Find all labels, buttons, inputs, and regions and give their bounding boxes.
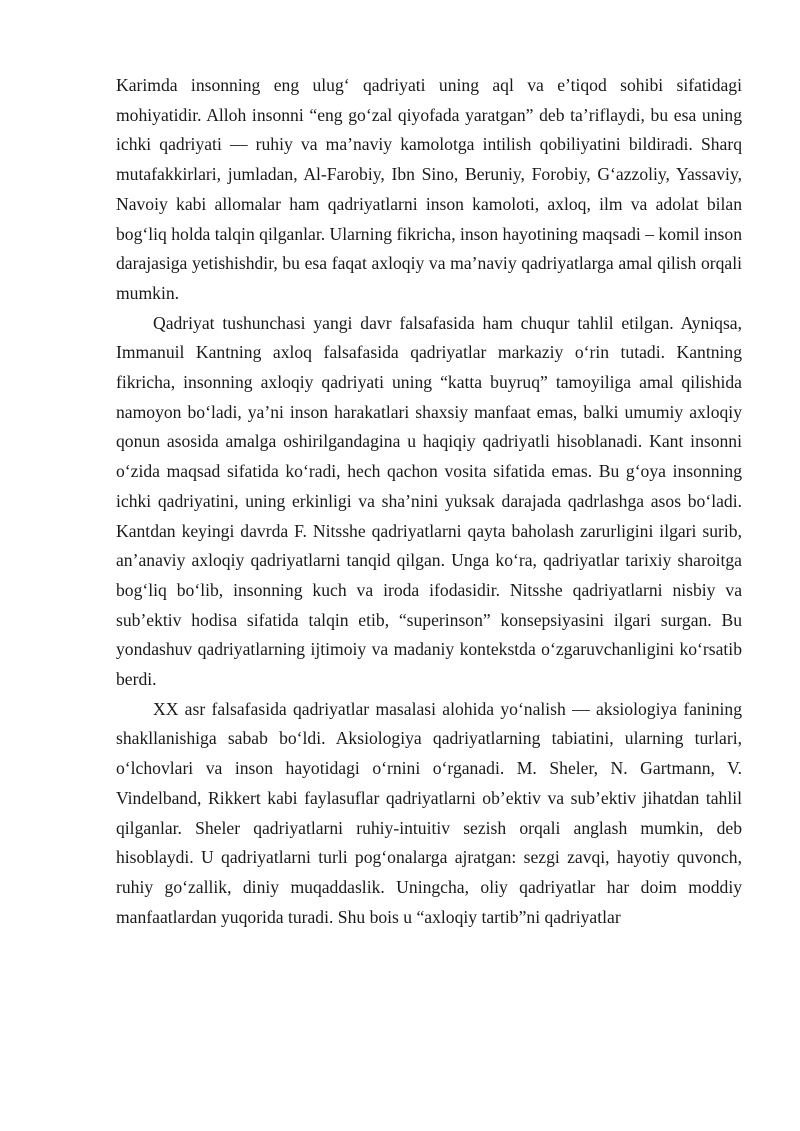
paragraph-3: XX asr falsafasida qadriyatlar masalasi alohida yo‘nalish — aksiologiya fanining shakllanishiga sabab bo‘ldi. Aksiologiya qadriyatlarning tabiatini, ularning turlari, o‘lchovlari va inson hayotidagi o‘rnini o‘rganadi. M. Sheler, N. Gartmann, V. Vindelband, Rikkert kabi faylasuflar qadriyatlarni ob’ektiv va sub’ektiv jihatdan tahlil qilganlar. Sheler qadriyatlarni ruhiy-intuitiv sezish orqali anglash mumkin, deb hisoblaydi. U qadriyatlarni turli pog‘onalarga ajratgan: sezgi zavqi, hayotiy quvonch, ruhiy go‘zallik, diniy muqaddaslik. Uningcha, oliy qadriyatlar har doim moddiy manfaatlardan yuqorida turadi. Shu bois u “axloqiy tartib”ni qadriyatlar xyxy=(116,698,742,927)
paragraph-1: Karimda insonning eng ulug‘ qadriyati uning aql va e’tiqod sohibi sifatidagi mohiyatidir. Alloh insonni “eng go‘zal qiyofada yaratgan” deb ta’riflaydi, bu esa uning ichki qadriyati — ruhiy va ma’naviy kamolotga intilish qobiliyatini bildiradi. Sharq mutafakkirlari, jumladan, Al-Farobiy, Ibn Sino, Beruniy, Forobiy, G‘azzoliy, Yassaviy, Navoiy kabi allomalar ham qadriyatlarni inson kamoloti, axloq, ilm va adolat bilan bog‘liq holda talqin qilganlar. Ularning fikricha, inson hayotining maqsadi – komil inson darajasiga yetishishdir, bu esa faqat axloqiy va ma’naviy qadriyatlarga amal qilish orqali mumkin. xyxy=(116,75,742,303)
paragraph-2: Qadriyat tushunchasi yangi davr falsafasida ham chuqur tahlil etilgan. Ayniqsa, Immanuil Kantning axloq falsafasida qadriyatlar markaziy o‘rin tutadi. Kantning fikricha, insonning axloqiy qadriyati uning “katta buyruq” tamoyiliga amal qilishida namoyon bo‘ladi, ya’ni inson harakatlari shaxsiy manfaat emas, balki umumiy axloqiy qonun asosida amalga oshirilgandagina u haqiqiy qadriyatli hisoblanadi. Kant insonni o‘zida maqsad sifatida ko‘radi, hech qachon vosita sifatida emas. Bu g‘oya insonning ichki qadriyatini, uning erkinligi va sha’nini yuksak darajada qadrlashga asos bo‘ladi. Kantdan keyingi davrda F. Nitsshe qadriyatlarni qayta baholash zarurligini ilgari surib, an’anaviy axloqiy qadriyatlarni tanqid qilgan. Unga ko‘ra, qadriyatlar tarixiy sharoitga bog‘liq bo‘lib, insonning kuch va iroda ifodasidir. Nitsshe qadriyatlarni nisbiy va sub’ektiv hodisa sifatida talqin etib, “superinson” konsepsiyasini ilgari surgan. Bu yondashuv qadriyatlarning ijtimoiy va madaniy kontekstda o‘zgaruvchanligini ko‘rsatib berdi. xyxy=(116,312,742,690)
document-page xyxy=(116,71,742,932)
